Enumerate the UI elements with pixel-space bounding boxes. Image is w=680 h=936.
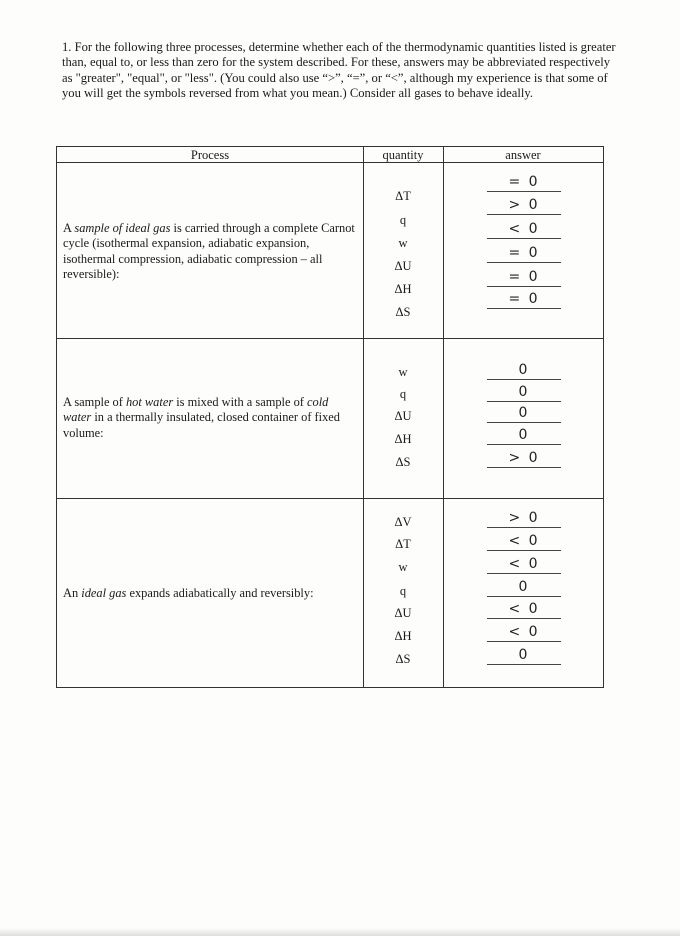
process-description-2 [63,395,355,441]
answer-table [56,146,604,688]
quantity-label: w [398,560,408,574]
quantity-label: ΔS [395,652,411,666]
header-process: Process [190,148,230,162]
answer-entry[interactable]: 0 [487,574,561,597]
quantity-label: ΔS [395,455,411,469]
process-text-segment: is mixed with a sample of [173,395,308,409]
answer-entry[interactable]: 0 [487,400,561,423]
answer-entry[interactable]: > 0 [487,445,561,468]
answer-entry[interactable]: < 0 [487,216,561,239]
quantity-label: ΔH [394,629,412,643]
answer-entry[interactable]: < 0 [487,619,561,642]
question-instructions [62,40,622,102]
answer-entry[interactable]: = 0 [487,240,561,263]
quantity-label: w [398,236,408,250]
header-answer: answer [505,148,541,162]
answer-entry[interactable]: < 0 [487,551,561,574]
answer-entry[interactable]: 0 [487,422,561,445]
quantity-label: ΔU [394,606,412,620]
scan-edge [0,928,680,936]
answer-entry[interactable]: < 0 [487,528,561,551]
quantity-label: q [399,584,407,598]
process-text-segment: in a thermally insulated, closed container of fixed volume: [63,410,340,440]
column-divider [443,147,444,687]
process-text-segment: expands adiabatically and reversibly: [126,586,314,600]
process-text-segment: hot water [125,395,174,409]
quantity-label: q [399,387,407,401]
answer-entry[interactable]: = 0 [487,264,561,287]
process-text-segment: An [63,586,82,600]
answer-entry[interactable]: 0 [487,642,561,665]
quantity-label: ΔV [394,515,412,529]
answer-entry[interactable]: < 0 [487,596,561,619]
row-divider [57,338,603,339]
process-text-segment: A sample of [63,395,126,409]
process-text-segment: sample of ideal gas [74,221,171,235]
instructions-text: 1. For the following three processes, determine whether each of the thermodynamic quantities listed is greater than, equal to, or less than zero for the system described. For these, answers may be abbreviated respectively as "greater", "equal", or "less". (You could also use “>”, “=”, or “<”, although my experience is that some of you will get the symbols reversed from what you mean.) Consider all gases to behave ideally. [62,40,616,101]
answer-entry[interactable]: > 0 [487,192,561,215]
process-text-segment: A [63,221,75,235]
process-description-1 [63,221,355,283]
answer-entry[interactable]: 0 [487,357,561,380]
answer-entry[interactable]: 0 [487,379,561,402]
quantity-label: ΔT [395,537,411,551]
quantity-label: ΔU [394,259,412,273]
quantity-label: ΔS [395,305,411,319]
quantity-label: ΔH [394,282,412,296]
process-description-3 [63,586,355,601]
quantity-label: w [398,365,408,379]
answer-entry[interactable]: = 0 [487,286,561,309]
quantity-label: ΔT [395,189,411,203]
process-text-segment: cold water [63,395,329,425]
header-quantity: quantity [382,148,424,162]
process-text-segment: is carried through a complete Carnot cycle (isothermal expansion, adiabatic expansion, isothermal compression, adiabatic compression – all reversible): [63,221,355,282]
answer-entry[interactable]: = 0 [487,169,561,192]
quantity-label: ΔH [394,432,412,446]
answer-entry[interactable]: > 0 [487,505,561,528]
quantity-label: ΔU [394,409,412,423]
quantity-label: q [399,213,407,227]
row-divider [57,498,603,499]
process-text-segment: ideal gas [81,586,127,600]
